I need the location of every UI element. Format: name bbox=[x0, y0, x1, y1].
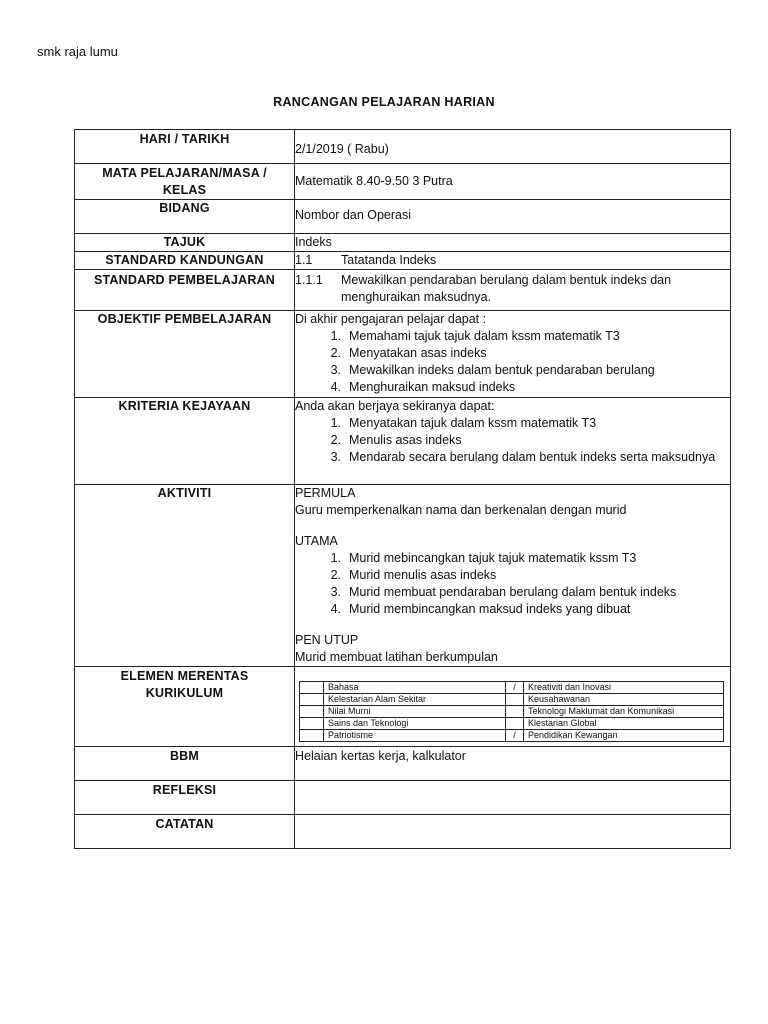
list-item: 1. Memahami tajuk tajuk dalam kssm matematik T3 bbox=[330, 329, 620, 343]
label-kriteria: KRITERIA KEJAYAAN bbox=[75, 398, 295, 485]
objektif-list bbox=[295, 328, 730, 396]
penutup-text: Murid membuat latihan berkumpulan bbox=[295, 650, 498, 664]
school-name: smk raja lumu bbox=[37, 44, 118, 59]
permula-heading: PERMULA bbox=[295, 486, 356, 500]
label-catatan: CATATAN bbox=[75, 815, 295, 849]
value-objektif: Di akhir pengajaran pelajar dapat : 1. Memahami tajuk tajuk dalam kssm matematik T3 2. Menyatakan asas indeks 3. Mewakilkan indeks dalam bentuk pendaraban berulang 4. Menghuraikan maksud indeks bbox=[295, 311, 731, 398]
utama-heading: UTAMA bbox=[295, 534, 338, 548]
label-refleksi: REFLEKSI bbox=[75, 781, 295, 815]
label-objektif: OBJEKTIF PEMBELAJARAN bbox=[75, 311, 295, 398]
value-mata-pelajaran: Matematik 8.40-9.50 3 Putra bbox=[295, 164, 731, 200]
list-item: 4. Menghuraikan maksud indeks bbox=[330, 380, 516, 394]
list-item: 4. Murid membincangkan maksud indeks yang dibuat bbox=[330, 602, 631, 616]
label-bidang: BIDANG bbox=[75, 200, 295, 234]
value-aktiviti bbox=[295, 485, 731, 667]
value-tajuk: Indeks bbox=[295, 234, 731, 252]
permula-text: Guru memperkenalkan nama dan berkenalan dengan murid bbox=[295, 503, 627, 517]
value-kriteria: Anda akan berjaya sekiranya dapat: 1. Menyatakan tajuk dalam kssm matematik T3 2. Menulis asas indeks 3. Mendarab secara berulang dalam bentuk indeks serta maksudnya bbox=[295, 398, 731, 485]
table-row: Kelestarian Alam Sekitar Keusahawanan bbox=[300, 694, 724, 706]
table-row: Nilai Murni Teknologi Maklumat dan Komunikasi bbox=[300, 706, 724, 718]
label-elemen: ELEMEN MERENTAS KURIKULUM bbox=[75, 667, 295, 747]
list-item: 3. Mendarab secara berulang dalam bentuk indeks serta maksudnya bbox=[330, 450, 716, 464]
kriteria-list bbox=[295, 415, 730, 466]
label-hari: HARI / TARIKH bbox=[75, 130, 295, 164]
value-catatan bbox=[295, 815, 731, 849]
table-row: Sains dan Teknologi Klestarian Global bbox=[300, 718, 724, 730]
label-mata-pelajaran: MATA PELAJARAN/MASA / KELAS bbox=[75, 164, 295, 200]
value-bbm: Helaian kertas kerja, kalkulator bbox=[295, 747, 731, 781]
value-bidang: Nombor dan Operasi bbox=[295, 200, 731, 234]
lesson-plan-table bbox=[74, 129, 731, 849]
list-item: 1. Murid mebincangkan tajuk tajuk matematik kssm T3 bbox=[330, 551, 637, 565]
list-item: 3. Mewakilkan indeks dalam bentuk pendaraban berulang bbox=[330, 363, 655, 377]
list-item: 1. Menyatakan tajuk dalam kssm matematik T3 bbox=[330, 416, 597, 430]
table-row: Patriotisme / Pendidikan Kewangan bbox=[300, 730, 724, 742]
value-standard-pembelajaran: 1.1.1 Mewakilkan pendaraban berulang dalam bentuk indeks dan menghuraikan maksudnya. bbox=[295, 270, 731, 311]
label-standard-pembelajaran: STANDARD PEMBELAJARAN bbox=[75, 270, 295, 311]
value-hari: 2/1/2019 ( Rabu) bbox=[295, 130, 731, 164]
elemen-merentas-table bbox=[299, 681, 724, 742]
list-item: 2. Menyatakan asas indeks bbox=[330, 346, 487, 360]
page-title: RANCANGAN PELAJARAN HARIAN bbox=[273, 95, 495, 109]
value-refleksi bbox=[295, 781, 731, 815]
penutup-heading: PEN UTUP bbox=[295, 633, 359, 647]
list-item: 2. Murid menulis asas indeks bbox=[330, 568, 497, 582]
utama-list bbox=[295, 550, 730, 618]
label-tajuk: TAJUK bbox=[75, 234, 295, 252]
list-item: 3. Murid membuat pendaraban berulang dalam bentuk indeks bbox=[330, 585, 677, 599]
value-standard-kandungan: 1.1 Tatatanda Indeks bbox=[295, 252, 731, 270]
table-row: Bahasa / Kreativiti dan Inovasi bbox=[300, 682, 724, 694]
label-bbm: BBM bbox=[75, 747, 295, 781]
list-item: 2. Menulis asas indeks bbox=[330, 433, 462, 447]
value-elemen bbox=[295, 667, 731, 747]
label-aktiviti: AKTIVITI bbox=[75, 485, 295, 667]
label-standard-kandungan: STANDARD KANDUNGAN bbox=[75, 252, 295, 270]
